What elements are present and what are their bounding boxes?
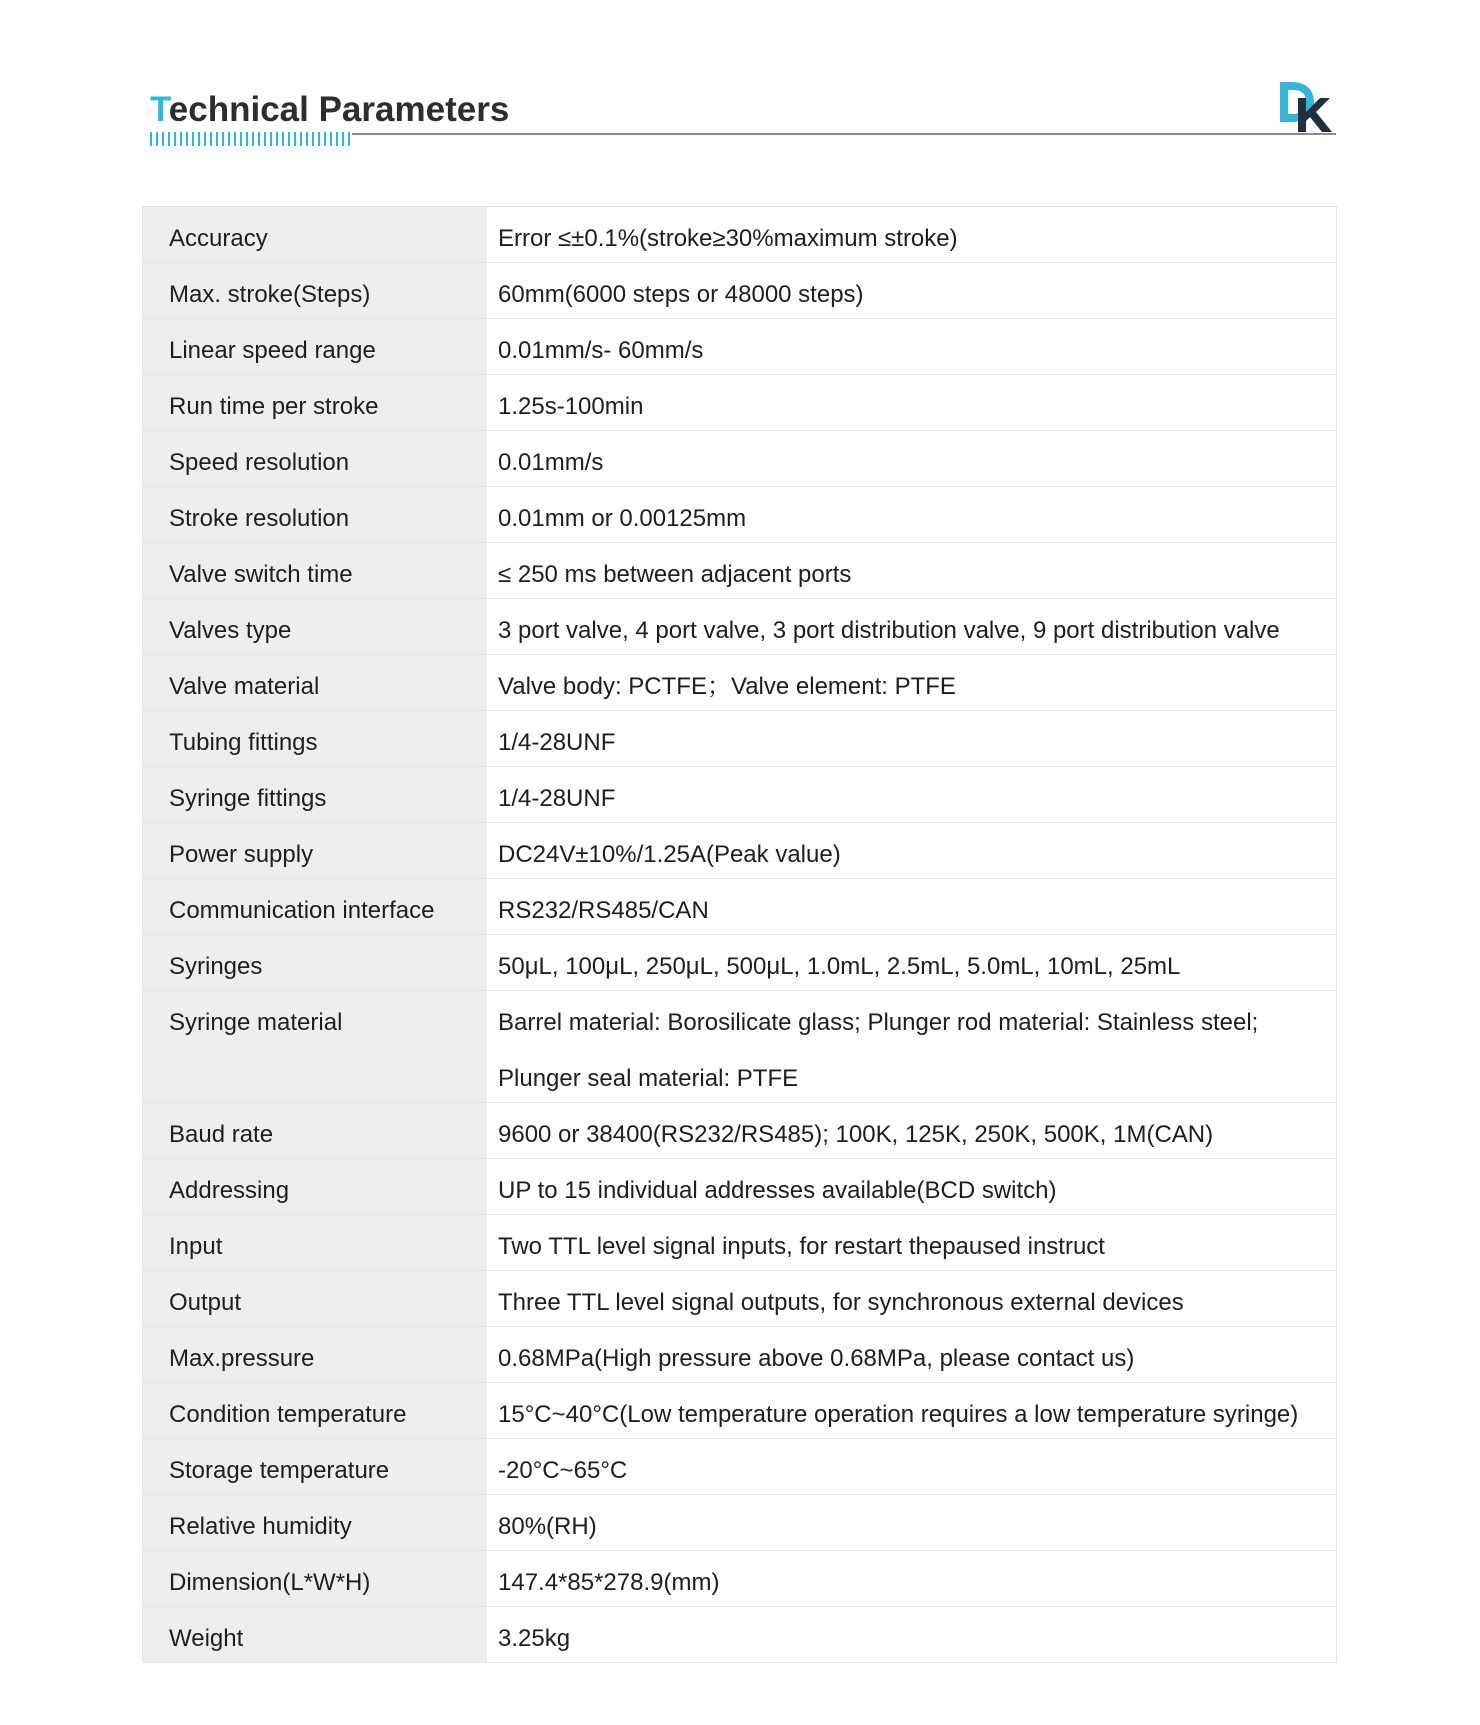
spec-row (143, 1551, 1337, 1607)
spec-row (143, 1103, 1337, 1159)
spec-value-line: Two TTL level signal inputs, for restart thepaused instruct (498, 1233, 1105, 1260)
spec-value-line: 9600 or 38400(RS232/RS485); 100K, 125K, 250K, 500K, 1M(CAN) (498, 1121, 1214, 1148)
spec-label: Weight (143, 1607, 488, 1663)
spec-row (143, 935, 1337, 991)
spec-value-line: 1/4-28UNF (498, 729, 616, 756)
title-tick-decoration (150, 132, 350, 146)
spec-row (143, 1215, 1337, 1271)
spec-value (487, 487, 1337, 543)
spec-label: Linear speed range (143, 319, 488, 375)
spec-row (143, 879, 1337, 935)
spec-value (487, 1495, 1337, 1551)
spec-row (143, 1439, 1337, 1495)
spec-value-line: Three TTL level signal outputs, for synchronous external devices (498, 1289, 1184, 1316)
spec-label: Storage temperature (143, 1439, 488, 1495)
spec-row (143, 991, 1337, 1103)
spec-label: Run time per stroke (143, 375, 488, 431)
spec-label: Valve switch time (143, 543, 488, 599)
spec-row (143, 599, 1337, 655)
spec-value-line: 147.4*85*278.9(mm) (498, 1569, 720, 1596)
spec-label: Accuracy (143, 207, 488, 263)
spec-row (143, 1159, 1337, 1215)
spec-value-line: 0.01mm/s- 60mm/s (498, 337, 704, 364)
spec-value (487, 1327, 1337, 1383)
spec-value-line: Barrel material: Borosilicate glass; Plunger rod material: Stainless steel; (498, 1009, 1259, 1036)
spec-label: Syringe material (143, 991, 488, 1103)
spec-value (487, 879, 1337, 935)
spec-label: Addressing (143, 1159, 488, 1215)
spec-label: Dimension(L*W*H) (143, 1551, 488, 1607)
spec-row (143, 823, 1337, 879)
spec-value-line: 60mm(6000 steps or 48000 steps) (498, 281, 864, 308)
spec-value (487, 1215, 1337, 1271)
technical-parameters-table (142, 206, 1337, 1663)
spec-row (143, 767, 1337, 823)
spec-value-line: Valve body: PCTFE；Valve element: PTFE (498, 673, 956, 700)
spec-value-line: 1/4-28UNF (498, 785, 616, 812)
spec-value (487, 991, 1337, 1103)
spec-value-line: ≤ 250 ms between adjacent ports (498, 561, 852, 588)
spec-value (487, 1271, 1337, 1327)
spec-row (143, 207, 1337, 263)
spec-row (143, 1271, 1337, 1327)
spec-value-line: DC24V±10%/1.25A(Peak value) (498, 841, 841, 868)
spec-value (487, 655, 1337, 711)
spec-row (143, 263, 1337, 319)
spec-value (487, 431, 1337, 487)
spec-value-line: RS232/RS485/CAN (498, 897, 709, 924)
title-rest: echnical Parameters (168, 90, 510, 129)
spec-value-line: 3.25kg (498, 1625, 571, 1652)
spec-label: Syringe fittings (143, 767, 488, 823)
spec-value (487, 1159, 1337, 1215)
spec-label: Output (143, 1271, 488, 1327)
spec-value-line: 1.25s-100min (498, 393, 644, 420)
spec-row (143, 711, 1337, 767)
spec-value-line: 0.01mm or 0.00125mm (498, 505, 747, 532)
spec-label: Max. stroke(Steps) (143, 263, 488, 319)
spec-label: Relative humidity (143, 1495, 488, 1551)
spec-value-line: 0.01mm/s (498, 449, 604, 476)
spec-row (143, 319, 1337, 375)
title-underline (352, 133, 1336, 135)
spec-value (487, 823, 1337, 879)
spec-label: Power supply (143, 823, 488, 879)
spec-row (143, 1383, 1337, 1439)
spec-label: Speed resolution (143, 431, 488, 487)
spec-label: Baud rate (143, 1103, 488, 1159)
spec-value (487, 1607, 1337, 1663)
spec-value-line: 3 port valve, 4 port valve, 3 port distribution valve, 9 port distribution valve (498, 617, 1280, 644)
spec-label: Valve material (143, 655, 488, 711)
spec-row (143, 375, 1337, 431)
spec-value (487, 1103, 1337, 1159)
spec-label: Communication interface (143, 879, 488, 935)
spec-value (487, 1551, 1337, 1607)
spec-row (143, 655, 1337, 711)
spec-value (487, 207, 1337, 263)
spec-label: Valves type (143, 599, 488, 655)
spec-label: Syringes (143, 935, 488, 991)
spec-label: Condition temperature (143, 1383, 488, 1439)
spec-value (487, 1439, 1337, 1495)
spec-value (487, 935, 1337, 991)
spec-label: Stroke resolution (143, 487, 488, 543)
spec-value (487, 767, 1337, 823)
spec-value-line: 50μL, 100μL, 250μL, 500μL, 1.0mL, 2.5mL, 5.0mL, 10mL, 25mL (498, 953, 1181, 980)
spec-value (487, 543, 1337, 599)
title-first-letter: T (150, 90, 169, 129)
page-header (150, 88, 1336, 152)
spec-row (143, 1495, 1337, 1551)
spec-value (487, 319, 1337, 375)
spec-value-line: Error ≤±0.1%(stroke≥30%maximum stroke) (498, 225, 958, 252)
spec-row (143, 543, 1337, 599)
spec-row (143, 431, 1337, 487)
spec-value (487, 1383, 1337, 1439)
spec-value-line: 0.68MPa(High pressure above 0.68MPa, please contact us) (498, 1345, 1135, 1372)
spec-value (487, 599, 1337, 655)
spec-value (487, 263, 1337, 319)
dk-logo (1276, 80, 1336, 134)
spec-value-line: -20°C~65°C (498, 1457, 628, 1484)
spec-value-line: 15°C~40°C(Low temperature operation requires a low temperature syringe) (498, 1401, 1299, 1428)
page-title (150, 88, 509, 132)
spec-row (143, 1607, 1337, 1663)
spec-value (487, 711, 1337, 767)
spec-value (487, 375, 1337, 431)
spec-label: Max.pressure (143, 1327, 488, 1383)
spec-label: Input (143, 1215, 488, 1271)
spec-value-line: Plunger seal material: PTFE (498, 1065, 799, 1092)
spec-label: Tubing fittings (143, 711, 488, 767)
spec-row (143, 1327, 1337, 1383)
spec-row (143, 487, 1337, 543)
spec-value-line: UP to 15 individual addresses available(BCD switch) (498, 1177, 1057, 1204)
spec-value-line: 80%(RH) (498, 1513, 597, 1540)
